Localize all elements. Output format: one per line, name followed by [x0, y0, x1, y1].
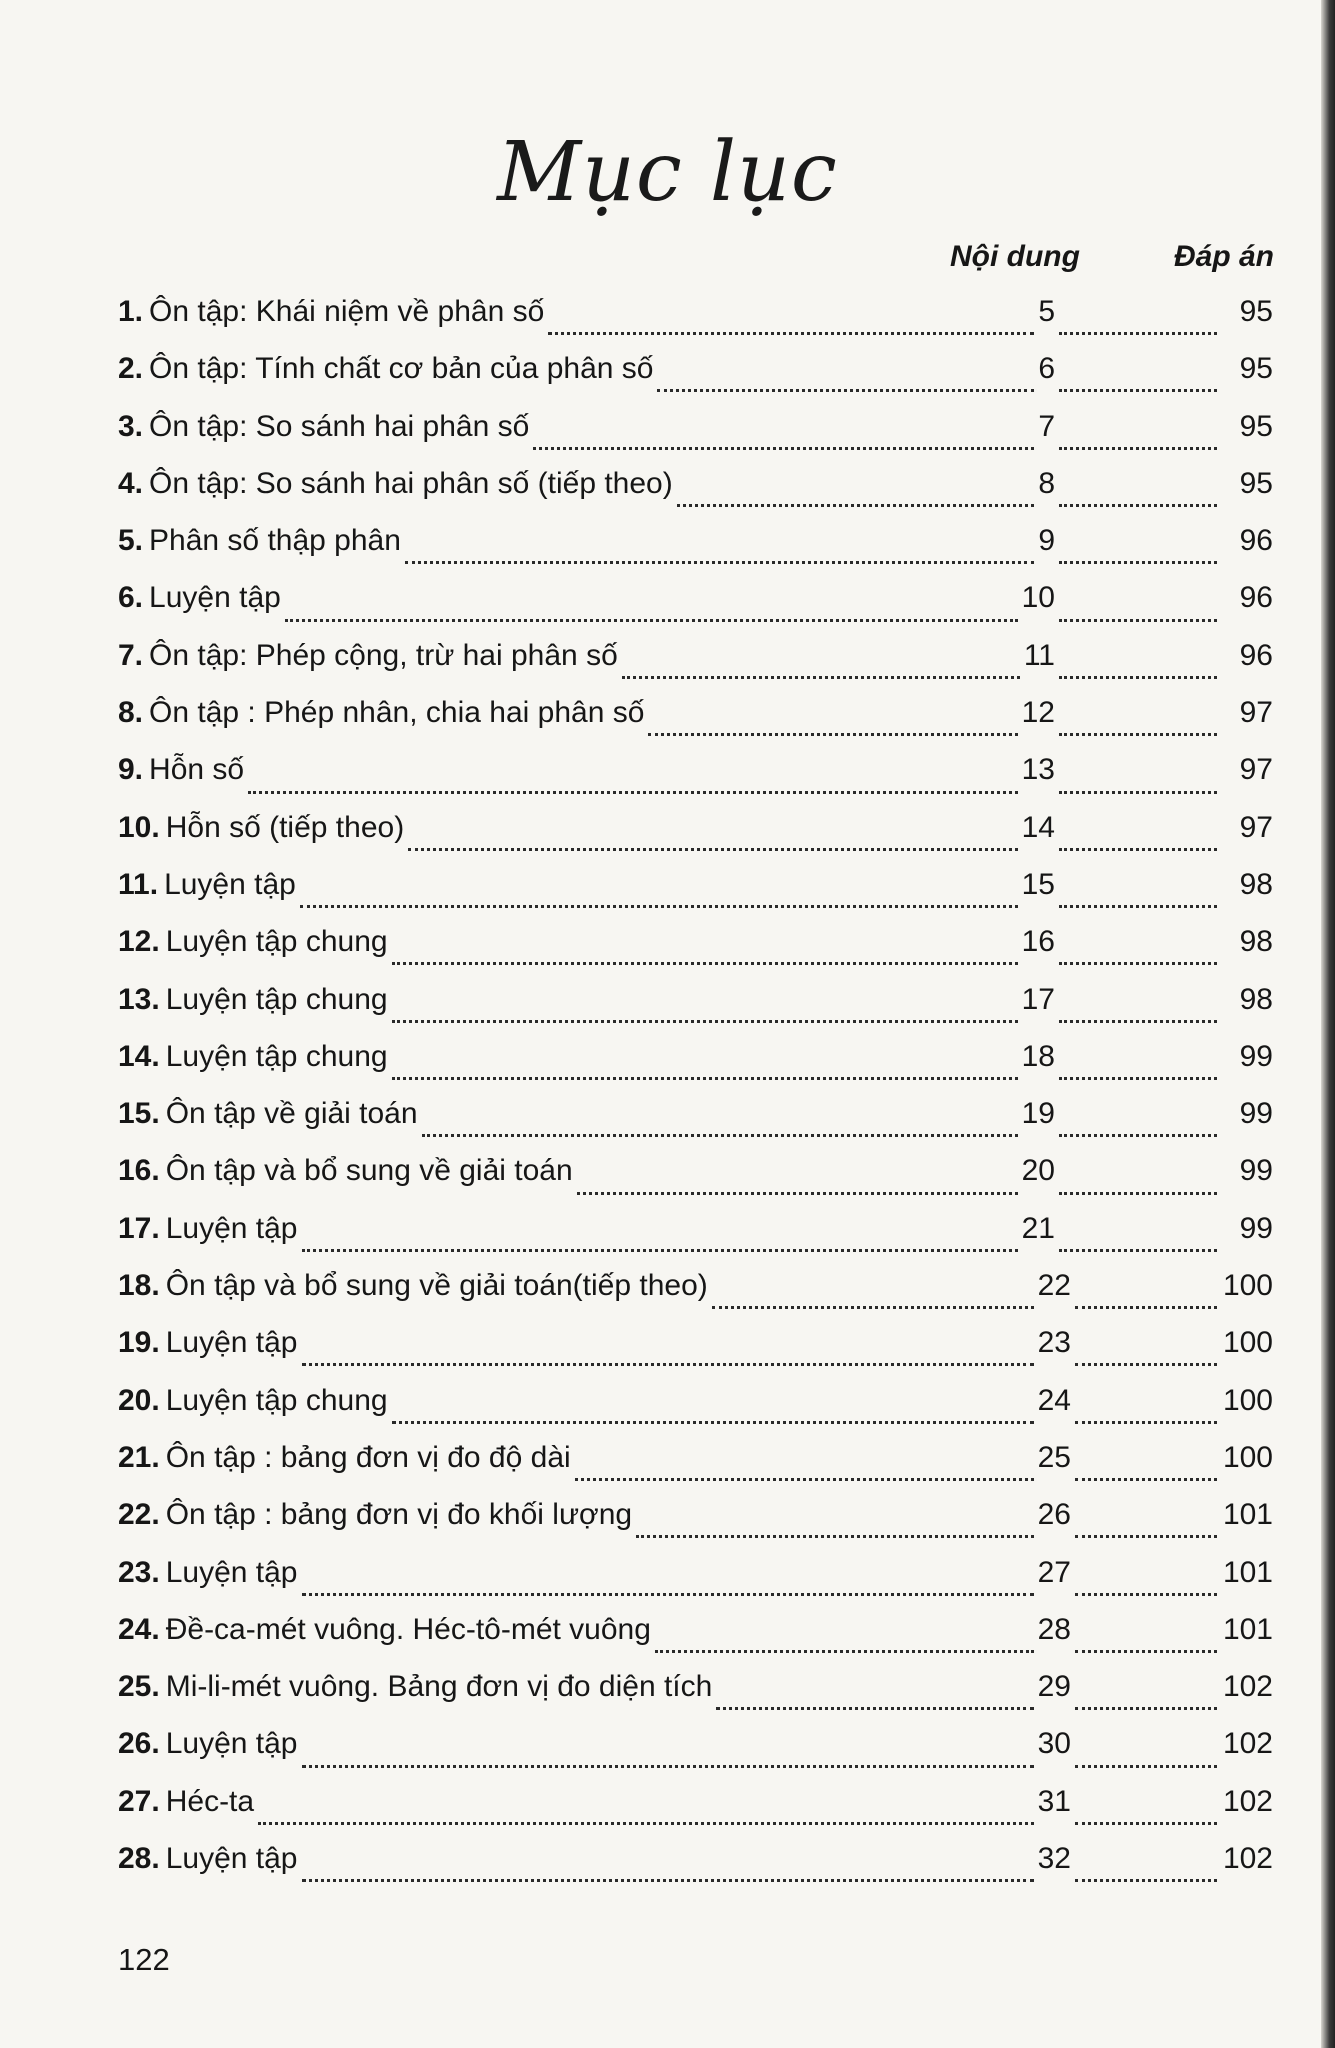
entry-number: 27. — [118, 1784, 160, 1818]
entry-number: 8. — [118, 696, 144, 730]
answer-column-header: Đáp án — [1173, 240, 1274, 273]
entry-title: Luyện tập chung — [165, 1039, 388, 1073]
entry-number: 20. — [118, 1383, 160, 1417]
entry-number: 10. — [118, 810, 160, 844]
entry-title: Ôn tập: So sánh hai phân số — [149, 409, 530, 443]
entry-number: 21. — [118, 1440, 160, 1474]
entry-number: 6. — [118, 581, 144, 615]
content-page-number: 7 — [1038, 409, 1055, 443]
content-page-number: 17 — [1021, 982, 1055, 1016]
content-page-number: 14 — [1021, 810, 1055, 844]
answer-page-number: 101 — [1222, 1498, 1273, 1532]
content-page-number: 19 — [1021, 1097, 1055, 1131]
content-page-number: 25 — [1037, 1440, 1071, 1474]
content-page-number: 15 — [1021, 867, 1055, 901]
toc-entry — [118, 1613, 1273, 1670]
toc-entry — [118, 1154, 1273, 1211]
answer-page-number: 95 — [1239, 295, 1273, 328]
entry-number: 22. — [118, 1498, 160, 1532]
dot-leader — [1059, 1249, 1217, 1252]
answer-page-number: 99 — [1239, 1154, 1273, 1188]
toc-entry — [118, 1556, 1273, 1613]
entry-number: 28. — [118, 1842, 160, 1876]
dot-leader — [548, 332, 1034, 335]
content-page-number: 29 — [1037, 1670, 1071, 1704]
dot-leader — [285, 619, 1018, 622]
dot-leader — [622, 676, 1020, 679]
toc-entry — [118, 1040, 1273, 1097]
answer-page-number: 102 — [1222, 1727, 1273, 1761]
entry-number: 13. — [118, 982, 160, 1016]
dot-leader — [422, 1134, 1018, 1137]
dot-leader — [258, 1822, 1034, 1825]
dot-leader — [392, 962, 1018, 965]
entry-number: 18. — [118, 1269, 160, 1303]
dot-leader — [1075, 1363, 1217, 1366]
toc-entry — [118, 868, 1273, 925]
dot-leader — [302, 1249, 1018, 1252]
toc-entry — [118, 696, 1273, 753]
answer-page-number: 99 — [1239, 1211, 1273, 1245]
toc-entry — [118, 753, 1273, 810]
entry-title: Hỗn số — [149, 753, 245, 787]
entry-title: Ôn tập : bảng đơn vị đo độ dài — [165, 1440, 571, 1474]
dot-leader — [1059, 1020, 1217, 1023]
answer-page-number: 95 — [1239, 466, 1273, 500]
answer-page-number: 102 — [1222, 1842, 1273, 1876]
answer-page-number: 100 — [1222, 1440, 1273, 1474]
answer-page-number: 98 — [1239, 982, 1273, 1016]
toc-entry — [118, 1326, 1273, 1383]
answer-page-number: 102 — [1222, 1784, 1273, 1818]
toc-entry — [118, 639, 1273, 696]
page-title: Mục lục — [497, 125, 838, 220]
entry-number: 1. — [118, 295, 144, 328]
content-page-number: 24 — [1037, 1383, 1071, 1417]
answer-page-number: 100 — [1222, 1383, 1273, 1417]
dot-leader — [1075, 1478, 1217, 1481]
content-page-number: 9 — [1038, 524, 1055, 558]
table-of-contents — [118, 295, 1273, 1899]
entry-number: 25. — [118, 1670, 160, 1704]
page-number: 122 — [118, 1942, 170, 1977]
dot-leader — [1059, 1077, 1217, 1080]
entry-number: 7. — [118, 638, 144, 672]
entry-number: 5. — [118, 524, 144, 558]
toc-entry — [118, 295, 1273, 352]
answer-page-number: 99 — [1239, 1039, 1273, 1073]
answer-page-number: 102 — [1222, 1670, 1273, 1704]
entry-title: Héc-ta — [165, 1784, 255, 1818]
answer-page-number: 99 — [1239, 1097, 1273, 1131]
dot-leader — [1075, 1421, 1217, 1424]
dot-leader — [408, 848, 1017, 851]
dot-leader — [300, 905, 1018, 908]
toc-entry — [118, 983, 1273, 1040]
dot-leader — [1059, 619, 1217, 622]
toc-entry — [118, 1498, 1273, 1555]
entry-title: Ôn tập: Khái niệm về phân số — [149, 295, 545, 328]
toc-entry — [118, 1384, 1273, 1441]
toc-entry — [118, 467, 1273, 524]
content-page-number: 12 — [1021, 696, 1055, 730]
entry-number: 17. — [118, 1211, 160, 1245]
answer-page-number: 101 — [1222, 1612, 1273, 1646]
toc-entry — [118, 1727, 1273, 1784]
dot-leader — [1059, 389, 1217, 392]
toc-entry — [118, 1269, 1273, 1326]
column-headers — [950, 240, 1280, 280]
dot-leader — [405, 561, 1034, 564]
entry-number: 4. — [118, 466, 144, 500]
entry-title: Luyện tập — [149, 581, 281, 615]
content-page-number: 11 — [1023, 638, 1055, 672]
dot-leader — [1059, 791, 1217, 794]
entry-title: Ôn tập: Tính chất cơ bản của phân số — [149, 352, 654, 386]
answer-page-number: 98 — [1239, 867, 1273, 901]
answer-page-number: 98 — [1239, 925, 1273, 959]
toc-entry — [118, 524, 1273, 581]
dot-leader — [1059, 504, 1217, 507]
content-column-header: Nội dung — [950, 240, 1080, 273]
toc-entry — [118, 410, 1273, 467]
entry-title: Ôn tập: So sánh hai phân số (tiếp theo) — [149, 466, 673, 500]
dot-leader — [1059, 447, 1217, 450]
entry-title: Luyện tập — [165, 1326, 298, 1360]
dot-leader — [248, 791, 1018, 794]
answer-page-number: 100 — [1222, 1326, 1273, 1360]
entry-number: 2. — [118, 352, 144, 386]
content-page-number: 22 — [1037, 1269, 1071, 1303]
dot-leader — [1059, 1134, 1217, 1137]
content-page-number: 32 — [1037, 1842, 1071, 1876]
entry-number: 26. — [118, 1727, 160, 1761]
entry-title: Hỗn số (tiếp theo) — [165, 810, 405, 844]
entry-title: Luyện tập — [165, 1211, 298, 1245]
entry-number: 19. — [118, 1326, 160, 1360]
entry-title: Ôn tập và bổ sung về giải toán(tiếp theo) — [165, 1269, 708, 1303]
entry-number: 14. — [118, 1039, 160, 1073]
entry-title: Mi-li-mét vuông. Bảng đơn vị đo diện tích — [165, 1670, 713, 1704]
toc-entry — [118, 1097, 1273, 1154]
entry-number: 12. — [118, 925, 160, 959]
content-page-number: 31 — [1037, 1784, 1071, 1818]
dot-leader — [1075, 1593, 1217, 1596]
answer-page-number: 97 — [1239, 696, 1273, 730]
entry-number: 11. — [118, 867, 159, 901]
entry-title: Ôn tập : bảng đơn vị đo khối lượng — [165, 1498, 633, 1532]
entry-number: 23. — [118, 1555, 160, 1589]
dot-leader — [655, 1650, 1034, 1653]
dot-leader — [302, 1363, 1034, 1366]
answer-page-number: 97 — [1239, 810, 1273, 844]
entry-title: Luyện tập chung — [165, 982, 388, 1016]
entry-number: 9. — [118, 753, 144, 787]
dot-leader — [1059, 848, 1217, 851]
dot-leader — [392, 1421, 1034, 1424]
content-page-number: 8 — [1038, 466, 1055, 500]
dot-leader — [1075, 1535, 1217, 1538]
entry-title: Luyện tập — [164, 867, 296, 901]
content-page-number: 30 — [1037, 1727, 1071, 1761]
entry-number: 24. — [118, 1612, 160, 1646]
answer-page-number: 95 — [1239, 352, 1273, 386]
dot-leader — [657, 389, 1034, 392]
dot-leader — [577, 1192, 1018, 1195]
dot-leader — [392, 1020, 1018, 1023]
dot-leader — [302, 1879, 1034, 1882]
entry-title: Luyện tập — [165, 1842, 298, 1876]
answer-page-number: 96 — [1239, 638, 1273, 672]
content-page-number: 23 — [1037, 1326, 1071, 1360]
dot-leader — [575, 1478, 1034, 1481]
entry-title: Luyện tập chung — [165, 1383, 388, 1417]
dot-leader — [1059, 561, 1217, 564]
toc-entry — [118, 811, 1273, 868]
dot-leader — [648, 733, 1017, 736]
content-page-number: 16 — [1021, 925, 1055, 959]
entry-number: 3. — [118, 409, 144, 443]
content-page-number: 6 — [1038, 352, 1055, 386]
content-page-number: 20 — [1021, 1154, 1055, 1188]
dot-leader — [716, 1707, 1033, 1710]
dot-leader — [1059, 905, 1217, 908]
dot-leader — [1075, 1650, 1217, 1653]
toc-entry — [118, 581, 1273, 638]
dot-leader — [677, 504, 1035, 507]
toc-entry — [118, 1212, 1273, 1269]
dot-leader — [302, 1593, 1034, 1596]
content-page-number: 5 — [1038, 295, 1055, 328]
entry-title: Ôn tập và bổ sung về giải toán — [165, 1154, 573, 1188]
dot-leader — [1075, 1822, 1217, 1825]
entry-title: Ôn tập: Phép cộng, trừ hai phân số — [149, 638, 618, 672]
toc-entry — [118, 1785, 1273, 1842]
answer-page-number: 100 — [1222, 1269, 1273, 1303]
entry-title: Luyện tập chung — [165, 925, 388, 959]
toc-entry — [118, 1441, 1273, 1498]
dot-leader — [302, 1765, 1034, 1768]
entry-title: Ôn tập về giải toán — [165, 1097, 418, 1131]
toc-entry — [118, 1670, 1273, 1727]
dot-leader — [392, 1077, 1018, 1080]
dot-leader — [1059, 676, 1217, 679]
entry-number: 16. — [118, 1154, 160, 1188]
content-page-number: 27 — [1037, 1555, 1071, 1589]
dot-leader — [1059, 332, 1217, 335]
dot-leader — [636, 1535, 1034, 1538]
answer-page-number: 96 — [1239, 524, 1273, 558]
page-edge-shadow — [1321, 0, 1335, 2048]
toc-entry — [118, 925, 1273, 982]
content-page-number: 26 — [1037, 1498, 1071, 1532]
dot-leader — [533, 447, 1034, 450]
dot-leader — [1059, 1192, 1217, 1195]
dot-leader — [1075, 1765, 1217, 1768]
entry-title: Đề-ca-mét vuông. Héc-tô-mét vuông — [165, 1612, 651, 1646]
content-page-number: 10 — [1021, 581, 1055, 615]
entry-number: 15. — [118, 1097, 160, 1131]
answer-page-number: 97 — [1239, 753, 1273, 787]
toc-entry — [118, 1842, 1273, 1899]
content-page-number: 13 — [1021, 753, 1055, 787]
content-page-number: 21 — [1021, 1211, 1055, 1245]
content-page-number: 28 — [1037, 1612, 1071, 1646]
entry-title: Ôn tập : Phép nhân, chia hai phân số — [149, 696, 645, 730]
dot-leader — [1059, 733, 1217, 736]
dot-leader — [712, 1306, 1034, 1309]
dot-leader — [1075, 1306, 1217, 1309]
dot-leader — [1075, 1879, 1217, 1882]
answer-page-number: 95 — [1239, 409, 1273, 443]
toc-entry — [118, 352, 1273, 409]
answer-page-number: 96 — [1239, 581, 1273, 615]
dot-leader — [1075, 1707, 1217, 1710]
entry-title: Phân số thập phân — [149, 524, 401, 558]
dot-leader — [1059, 962, 1217, 965]
content-page-number: 18 — [1021, 1039, 1055, 1073]
answer-page-number: 101 — [1222, 1555, 1273, 1589]
entry-title: Luyện tập — [165, 1727, 298, 1761]
entry-title: Luyện tập — [165, 1555, 298, 1589]
